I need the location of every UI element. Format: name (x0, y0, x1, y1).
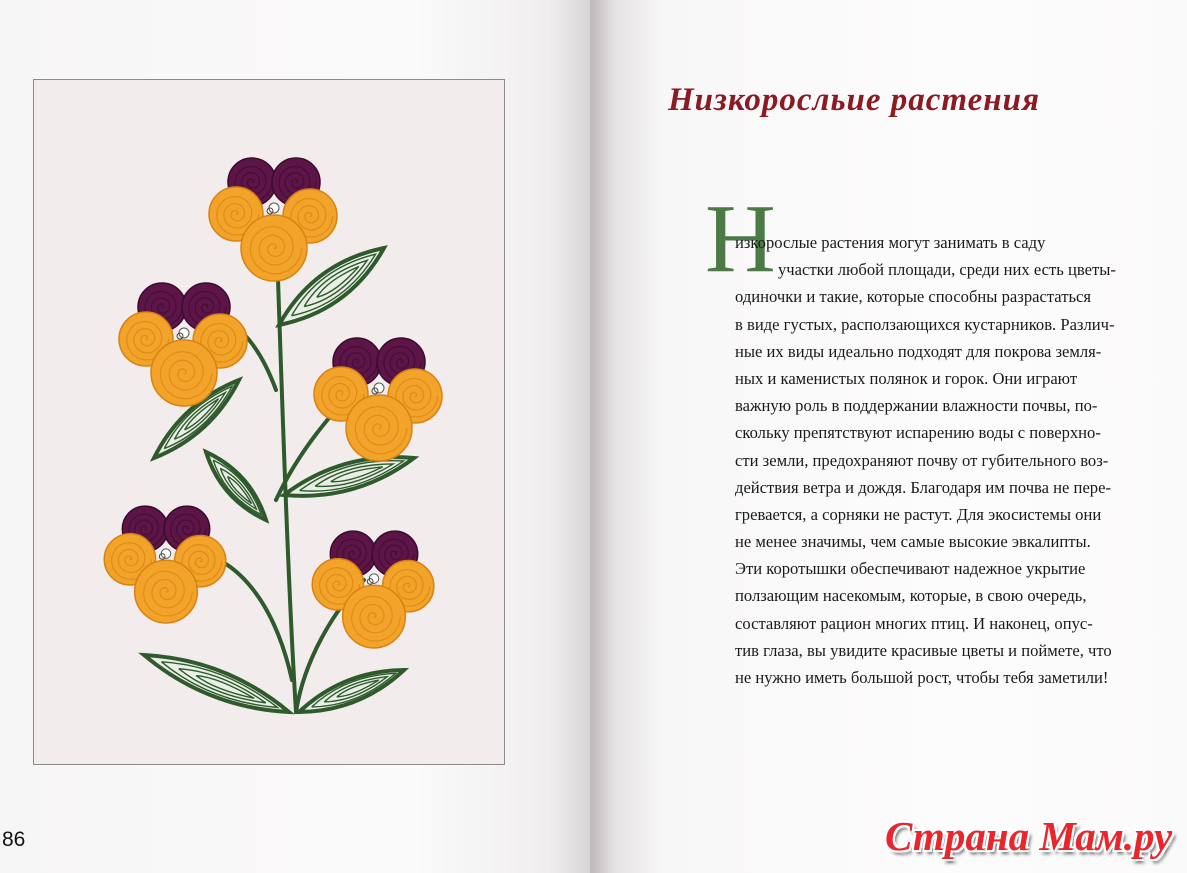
text-line: тив глаза, вы увидите красивые цветы и поймете, что (735, 640, 1112, 660)
text-line: не менее значимы, чем самые высокие эвкалипты. (735, 532, 1091, 552)
text-line: ные их виды идеально подходят для покрова земля- (735, 341, 1102, 361)
leaf (284, 457, 414, 496)
text-line: гревается, а сорняки не растут. Для экосистемы они (735, 504, 1102, 524)
text-line: участки любой площади, среди них есть цветы- (778, 260, 1116, 280)
drop-cap: Н (705, 185, 776, 293)
text-line: не нужно иметь большой рост, чтобы тебя заметили! (735, 668, 1109, 687)
body-paragraph (735, 229, 1175, 691)
page-number: 86 (2, 828, 26, 851)
chapter-title: Низкоросльие растения (668, 82, 1040, 118)
flower-illustration (34, 80, 504, 764)
text-line: ползающим насекомым, которые, в свою очередь, (735, 586, 1087, 606)
text-line: составляют рацион многих птиц. И наконец, опус- (735, 613, 1093, 633)
quilled-flowers-image (33, 79, 505, 765)
text-line: Эти коротышки обеспечивают надежное укрытие (735, 559, 1086, 579)
text-line: ных и каменистых полянок и горок. Они играют (735, 368, 1078, 388)
text-line: важную роль в поддержании влажности почвы, по- (735, 396, 1098, 416)
watermark-text: Страна Мам.ру (885, 813, 1173, 859)
text-line: скольку препятствуют испарению воды с поверхно- (735, 423, 1101, 443)
text-line: одиночки и такие, которые способны разрастаться (735, 287, 1092, 307)
text-line: изкорослые растения могут занимать в саду (735, 233, 1046, 252)
left-page (0, 0, 590, 873)
leaf (144, 655, 289, 712)
text-line: сти земли, предохраняют почву от губительного воз- (735, 450, 1109, 470)
text-line: действия ветра и дождя. Благодаря им почва не пере- (735, 477, 1111, 497)
watermark-logo (885, 812, 1180, 872)
text-line: в виде густых, расползающихся кустарников. Различ- (735, 314, 1115, 334)
